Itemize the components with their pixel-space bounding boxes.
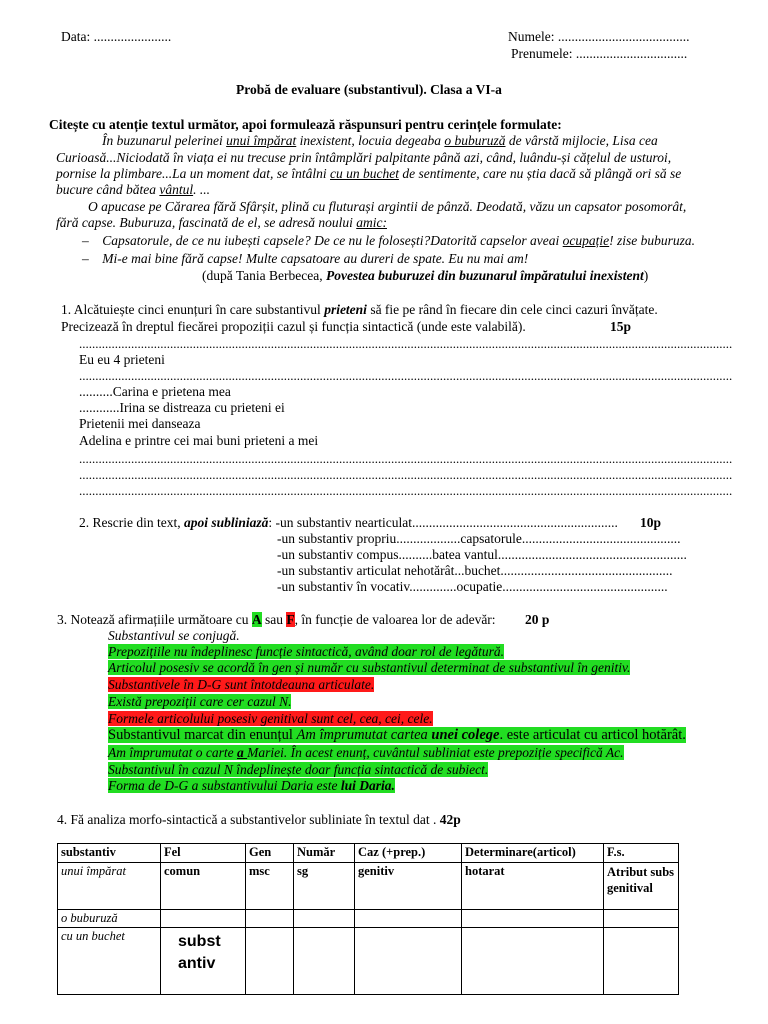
q3-line: 3. Notează afirmațiile următoare cu A sau F, în funcție de valoarea lor de adevăr: (57, 612, 496, 627)
q3-statement-4: Substantivele în D-G sunt întotdeauna articulate. (108, 677, 375, 692)
table-cell (462, 910, 604, 928)
table-cell (246, 928, 294, 995)
name-label: Numele: ....................................... (508, 29, 690, 44)
q1-answer-3: ............Irina se distreaza cu prieteni ei (79, 400, 285, 415)
table-cell (355, 910, 462, 928)
table-cell: sg (294, 863, 355, 910)
q1-answer-2: ..........Carina e prietena mea (79, 384, 231, 399)
story-line-2: Curioasă...Niciodată în viața ei nu trecuse prin întâmplări palpitante până azi, când, luându-și cățelul de usturoi, (56, 150, 672, 165)
q3-points: 20 p (525, 612, 550, 627)
q1-answer-1: Eu eu 4 prieteni (79, 352, 165, 367)
table-cell (604, 928, 679, 995)
q2-line: 2. Rescrie din text, apoi subliniază: -un substantiv nearticulat............................................................. (79, 515, 618, 530)
surname-label: Prenumele: ................................. (511, 46, 688, 61)
table-cell (604, 910, 679, 928)
q1-answer-dots: ......................................................................................................................................................................................................... (79, 483, 733, 498)
table-header-cell: Caz (+prep.) (355, 844, 462, 863)
table-cell (161, 910, 246, 928)
instruction: Citește cu atenție textul următor, apoi formulează răspunsuri pentru cerințele formulate: (49, 117, 562, 132)
q1-answer-5: Adelina e printre cei mai buni prieteni a mei (79, 433, 319, 448)
story-line-4: bucure când bătea vântul. ... (56, 182, 210, 197)
table-cell (294, 910, 355, 928)
q1-line-1: 1. Alcătuiește cinci enunțuri în care substantivul prieteni să fie pe rând în fiecare din cele cinci cazuri învățate. (61, 302, 658, 317)
q2-answer-4: -un substantiv în vocativ..............ocupatie................................................. (277, 579, 668, 594)
page-title: Probă de evaluare (substantivul). Clasa a VI-a (236, 82, 502, 97)
q3-statement-8: Am împrumutat o carte a Mariei. În acest enunț, cuvântul subliniat este prepoziție specifică Ac. (108, 745, 624, 760)
table-row (58, 910, 679, 928)
story-line-5: O apucase pe Cărarea fără Sfârșit, plină cu fluturași argintii de pânză. Deodată, văzu un capsator posomorât, (88, 199, 687, 214)
table-cell (294, 928, 355, 995)
story-line-6: fără capse. Buburuza, fascinată de el, se adresă noului amic: (56, 215, 387, 230)
q2-answer-2: -un substantiv compus..........batea vantul........................................................ (277, 547, 687, 562)
table-row (58, 863, 679, 910)
table-cell: unui împărat (58, 863, 161, 910)
table-header-cell: F.s. (604, 844, 679, 863)
story-line-1: În buzunarul pelerinei unui împărat inexistent, locuia degeaba o buburuză de vârstă mijlocie, Lisa cea (102, 133, 658, 148)
table-header-cell: Gen (246, 844, 294, 863)
table-cell (355, 928, 462, 995)
q2-answer-1: -un substantiv propriu...................capsatorule............................................... (277, 531, 681, 546)
q4-line: 4. Fă analiza morfo-sintactică a substantivelor subliniate în textul dat . 42p (57, 812, 461, 827)
dialogue-line-2: – Mi-e mai bine fără capse! Multe capsatoare au dureri de spate. Eu nu mai am! (82, 251, 529, 266)
table-header-cell: substantiv (58, 844, 161, 863)
table-header-cell: Fel (161, 844, 246, 863)
table-cell (161, 928, 246, 995)
q2-answer-3: -un substantiv articulat nehotărât...buchet................................................... (277, 563, 673, 578)
table-cell: cu un buchet (58, 928, 161, 995)
q3-statement-6: Formele articolului posesiv genitival sunt cel, cea, cei, cele. (108, 711, 433, 726)
story-source: (după Tania Berbecea, Povestea buburuzei din buzunarul împăratului inexistent) (202, 268, 649, 283)
date-label: Data: ....................... (61, 29, 172, 44)
story-line-3: pornise la plimbare...La un moment dat, se întâlni cu un buchet de sentimente, care nu știa dacă să plângă ori să se (56, 166, 682, 181)
q2-points: 10p (640, 515, 662, 530)
q1-answer-dots: ......................................................................................................................................................................................................... (79, 467, 733, 482)
q1-points: 15p (610, 319, 632, 334)
q1-answer-dots: ......................................................................................................................................................................................................... (79, 451, 733, 466)
table-cell: hotarat (462, 863, 604, 910)
table-cell (462, 928, 604, 995)
q3-statement-9: Substantivul în cazul N îndeplinește doar funcția sintactică de subiect. (108, 762, 489, 777)
q3-statement-3: Articolul posesiv se acordă în gen și număr cu substantivul determinat de substantivul în genitiv. (108, 660, 631, 675)
q3-statement-5: Există prepoziții care cer cazul N. (108, 694, 292, 709)
q1-answer-4: Prietenii mei danseaza (79, 416, 201, 431)
q3-statement-7: Substantivul marcat din enunțul Am împrumutat cartea unei colege. este articulat cu articol hotărât. (108, 727, 686, 743)
table-cell: Atribut subs genitival (604, 863, 679, 910)
table-header-cell: Determinare(articol) (462, 844, 604, 863)
table-header-cell: Număr (294, 844, 355, 863)
table-cell: msc (246, 863, 294, 910)
q1-answer-dots: ......................................................................................................................................................................................................... (79, 368, 733, 383)
table-cell: o buburuză (58, 910, 161, 928)
table-cell: genitiv (355, 863, 462, 910)
q3-statement-10: Forma de D-G a substantivului Daria este lui Daria. (108, 778, 395, 793)
dialogue-line-1: – Capsatorule, de ce nu iubești capsele? De ce nu le folosești?Datorită capselor aveai ocupație! zise buburuza. (82, 233, 696, 248)
q1-line-2: Precizează în dreptul fiecărei propoziții cazul și funcția sintactică (unde este valabilă). (61, 319, 526, 334)
table-row (58, 928, 679, 995)
q1-answer-dots: ......................................................................................................................................................................................................... (79, 336, 733, 351)
table-header-row (58, 844, 679, 863)
table-cell: comun (161, 863, 246, 910)
handwritten-answer: subst antiv (178, 933, 221, 972)
table-cell (246, 910, 294, 928)
analysis-table (57, 843, 679, 995)
q3-statement-2: Prepozițiile nu îndeplinesc funcție sintactică, având doar rol de legătură. (108, 644, 505, 659)
q3-statement-1: Substantivul se conjugă. (108, 628, 240, 643)
